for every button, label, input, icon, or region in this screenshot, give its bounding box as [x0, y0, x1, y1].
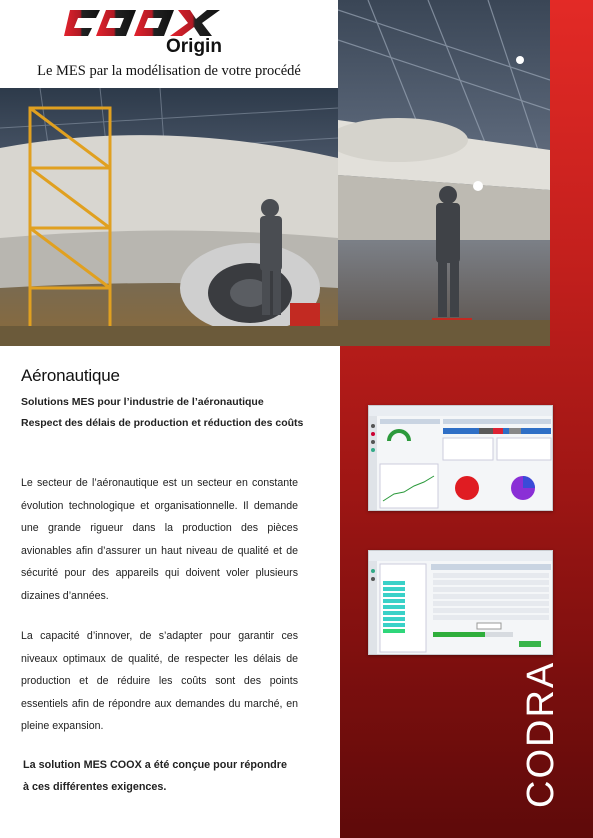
page-title: Aéronautique [21, 366, 120, 385]
codra-logo: CODRA [520, 660, 562, 808]
software-screenshot-form [368, 550, 553, 655]
dashboard-mockup-drawing [369, 406, 553, 511]
paragraph-2: La capacité d’innover, de s’adapter pour garantir ces niveaux optimaux de qualité, de respecter les délais de production et de réduire les coûts sont des points essentiels afin de répondre aux demandes du marché, en pleine expansion. [21, 630, 298, 732]
conclusion: La solution MES COOX a été conçue pour répondre à ces différentes exigences. [23, 759, 287, 793]
logo-origin-text: Origin [166, 36, 222, 57]
hangar-photo [0, 88, 338, 346]
subtitle-2: Respect des délais de production et réduction des coûts [21, 417, 304, 429]
hangar-photo-upper-drawing [338, 0, 550, 346]
tagline: Le MES par la modélisation de votre procédé [37, 63, 301, 79]
form-mockup-drawing [369, 551, 553, 655]
hangar-photo-drawing [0, 88, 338, 346]
hangar-photo-upper [338, 0, 550, 346]
software-screenshot-dashboard [368, 405, 553, 511]
header [0, 0, 338, 88]
coox-logo-icon [62, 6, 224, 40]
paragraph-1: Le secteur de l’aéronautique est un secteur en constante évolution technologique et organisationnelle. Il demande une grande rigueur dans la production des pièces avionables afin d’assurer un haut niveau de qualité et de sécurité pour des appareils qui doivent voler plusieurs dizaines d’années. [21, 477, 298, 602]
subtitle-1: Solutions MES pour l’industrie de l’aéronautique [21, 396, 264, 408]
